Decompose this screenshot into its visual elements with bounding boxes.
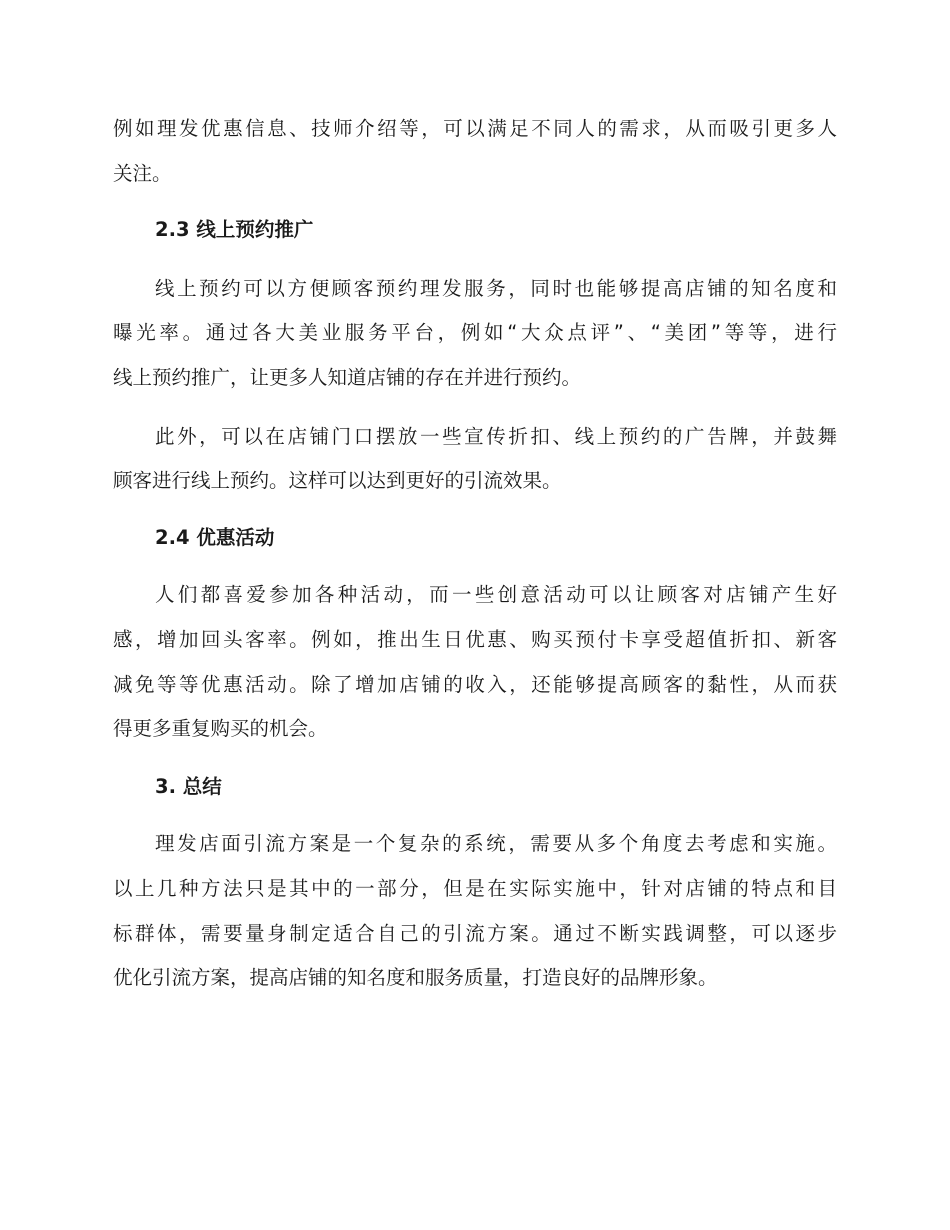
paragraph-line: 此外，可以在店铺门口摆放一些宣传折扣、线上预约的广告牌，并鼓舞 — [155, 425, 837, 448]
paragraph-line: 线上预约推广，让更多人知道店铺的存在并进行预约。 — [113, 366, 582, 389]
paragraph-line: 例如理发优惠信息、技师介绍等，可以满足不同人的需求，从而吸引更多人 — [113, 117, 837, 140]
paragraph-line: 标群体，需要量身制定适合自己的引流方案。通过不断实践调整，可以逐步 — [113, 922, 837, 945]
paragraph-line: 关注。 — [113, 162, 172, 185]
paragraph-line: 减免等等优惠活动。除了增加店铺的收入，还能够提高顾客的黏性，从而获 — [113, 673, 837, 696]
paragraph-line: 以上几种方法只是其中的一部分，但是在实际实施中，针对店铺的特点和目 — [113, 877, 837, 900]
paragraph-line: 人们都喜爱参加各种活动，而一些创意活动可以让顾客对店铺产生好 — [155, 583, 837, 606]
section-heading: 2.3 线上预约推广 — [155, 218, 314, 241]
paragraph-line: 曝光率。通过各大美业服务平台，例如“大众点评”、“美团”等等，进行 — [113, 321, 837, 344]
paragraph-line: 理发店面引流方案是一个复杂的系统，需要从多个角度去考虑和实施。 — [155, 832, 837, 855]
section-heading: 2.4 优惠活动 — [155, 526, 275, 549]
paragraph-line: 线上预约可以方便顾客预约理发服务，同时也能够提高店铺的知名度和 — [155, 277, 837, 300]
paragraph-line: 感，增加回头客率。例如，推出生日优惠、购买预付卡享受超值折扣、新客 — [113, 628, 837, 651]
paragraph-line: 优化引流方案，提高店铺的知名度和服务质量，打造良好的品牌形象。 — [113, 966, 718, 989]
section-heading: 3. 总结 — [155, 775, 222, 798]
paragraph-line: 顾客进行线上预约。这样可以达到更好的引流效果。 — [113, 469, 562, 492]
paragraph-line: 得更多重复购买的机会。 — [113, 717, 328, 740]
